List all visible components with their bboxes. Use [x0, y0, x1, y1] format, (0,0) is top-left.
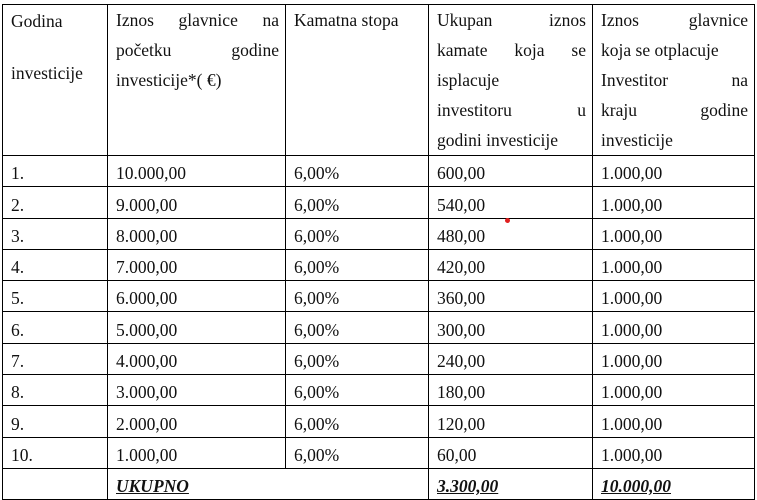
cell-principal-start: 6.000,00 — [108, 281, 286, 312]
cell-interest: 600,00 — [429, 156, 593, 187]
header-line: kamate koja se — [437, 40, 586, 60]
table-row — [3, 375, 755, 406]
table-row — [3, 281, 755, 312]
cell-principal-repaid: 1.000,00 — [593, 156, 755, 187]
cell-principal-repaid: 1.000,00 — [593, 343, 755, 374]
cell-total-interest: 3.300,00 — [429, 468, 593, 499]
cell-interest: 180,00 — [429, 375, 593, 406]
header-line: Iznos glavnice na — [116, 10, 279, 30]
annotation-dot — [505, 218, 510, 223]
cell-principal-start: 8.000,00 — [108, 218, 286, 249]
cell-year: 2. — [3, 187, 108, 218]
cell-year: 4. — [3, 249, 108, 280]
cell-year: 1. — [3, 156, 108, 187]
cell-rate: 6,00% — [286, 437, 429, 468]
header-line: kraju godine — [601, 100, 748, 120]
table-row — [3, 249, 755, 280]
table-row — [3, 218, 755, 249]
cell-total-principal: 10.000,00 — [593, 468, 755, 499]
header-year-line: investicije — [11, 63, 83, 83]
table-row — [3, 437, 755, 468]
cell-year: 3. — [3, 218, 108, 249]
cell-principal-repaid: 1.000,00 — [593, 312, 755, 343]
cell-rate: 6,00% — [286, 187, 429, 218]
cell-principal-start: 3.000,00 — [108, 375, 286, 406]
cell-interest: 60,00 — [429, 437, 593, 468]
cell-principal-repaid: 1.000,00 — [593, 218, 755, 249]
cell-principal-start: 9.000,00 — [108, 187, 286, 218]
cell-year: 10. — [3, 437, 108, 468]
cell-interest: 120,00 — [429, 406, 593, 437]
header-principal-repaid — [593, 5, 755, 156]
cell-rate: 6,00% — [286, 156, 429, 187]
cell-year: 6. — [3, 312, 108, 343]
cell-rate: 6,00% — [286, 218, 429, 249]
cell-rate: 6,00% — [286, 343, 429, 374]
header-line: isplacuje — [437, 70, 500, 90]
header-line: Kamatna stopa — [294, 10, 399, 30]
cell-principal-start: 10.000,00 — [108, 156, 286, 187]
cell-total-label: UKUPNO — [108, 468, 429, 499]
header-year-line: Godina — [11, 11, 63, 31]
cell-interest: 300,00 — [429, 312, 593, 343]
cell-rate: 6,00% — [286, 312, 429, 343]
cell-rate: 6,00% — [286, 281, 429, 312]
table-row — [3, 406, 755, 437]
header-line: Ukupan iznos — [437, 10, 586, 30]
cell-principal-repaid: 1.000,00 — [593, 437, 755, 468]
cell-principal-repaid: 1.000,00 — [593, 281, 755, 312]
header-year — [3, 5, 108, 156]
header-row — [3, 5, 755, 156]
table-row — [3, 156, 755, 187]
cell-rate: 6,00% — [286, 249, 429, 280]
cell-year: 7. — [3, 343, 108, 374]
table-row — [3, 187, 755, 218]
table-row — [3, 343, 755, 374]
header-line: koja se otplacuje — [601, 40, 719, 60]
header-line: Iznos glavnice — [601, 10, 748, 30]
header-principal-start — [108, 5, 286, 156]
header-line: Investitor na — [601, 70, 748, 90]
cell-interest: 360,00 — [429, 281, 593, 312]
cell-principal-start: 7.000,00 — [108, 249, 286, 280]
investment-schedule-table — [2, 4, 755, 500]
header-line: investitoru u — [437, 100, 586, 120]
cell-year: 5. — [3, 281, 108, 312]
cell-principal-repaid: 1.000,00 — [593, 375, 755, 406]
cell-interest: 540,00 — [429, 187, 593, 218]
cell-rate: 6,00% — [286, 375, 429, 406]
cell-interest: 240,00 — [429, 343, 593, 374]
cell-principal-repaid: 1.000,00 — [593, 249, 755, 280]
header-interest-amount — [429, 5, 593, 156]
cell-principal-start: 4.000,00 — [108, 343, 286, 374]
cell-year: 8. — [3, 375, 108, 406]
header-line: investicije*( €) — [116, 70, 222, 90]
cell-rate: 6,00% — [286, 406, 429, 437]
table-row — [3, 312, 755, 343]
header-line: investicije — [601, 130, 673, 150]
header-line: početku godine — [116, 40, 279, 60]
cell-principal-start: 1.000,00 — [108, 437, 286, 468]
cell-principal-repaid: 1.000,00 — [593, 187, 755, 218]
cell-principal-repaid: 1.000,00 — [593, 406, 755, 437]
cell-interest: 480,00 — [429, 218, 593, 249]
header-line: godini investicije — [437, 130, 559, 150]
cell-principal-start: 5.000,00 — [108, 312, 286, 343]
cell-principal-start: 2.000,00 — [108, 406, 286, 437]
cell-interest: 420,00 — [429, 249, 593, 280]
header-interest-rate — [286, 5, 429, 156]
cell-year: 9. — [3, 406, 108, 437]
